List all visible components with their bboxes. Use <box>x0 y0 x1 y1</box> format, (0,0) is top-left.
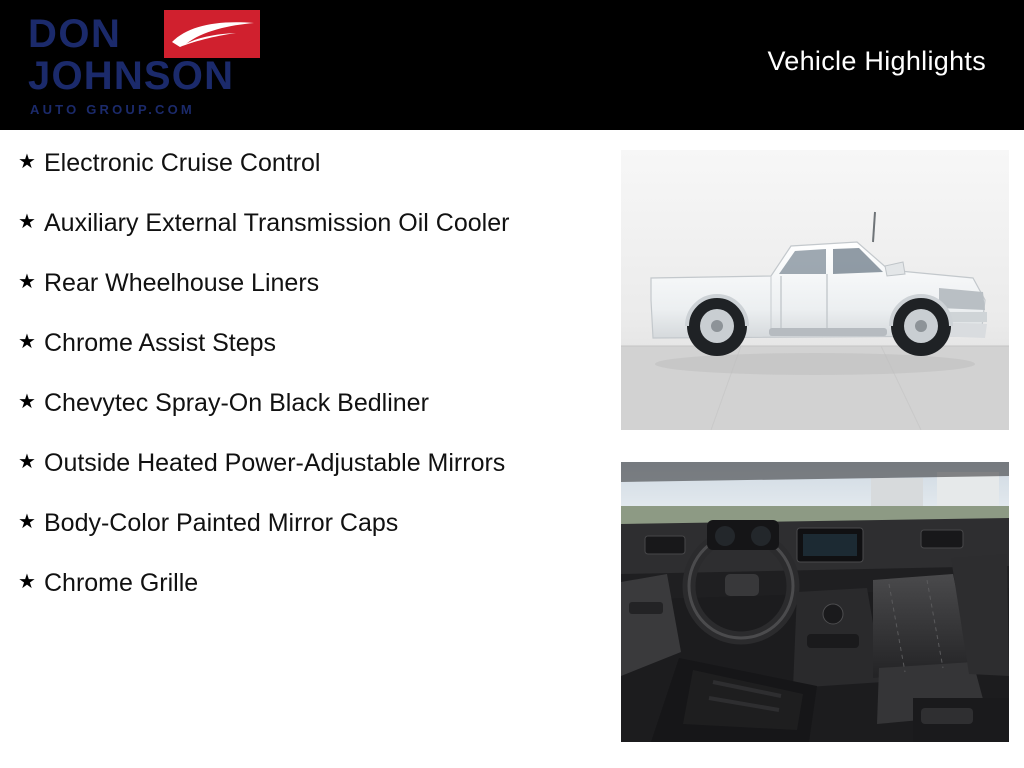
star-icon: ★ <box>18 271 36 293</box>
list-item <box>10 326 590 360</box>
star-icon: ★ <box>18 391 36 413</box>
star-icon: ★ <box>18 331 36 353</box>
logo-tagline: AUTO GROUP.COM <box>30 102 195 117</box>
vehicle-highlights-list <box>10 146 590 626</box>
star-icon: ★ <box>18 511 36 533</box>
list-item-label: Auxiliary External Transmission Oil Cooler <box>44 209 510 237</box>
list-item-label: Body-Color Painted Mirror Caps <box>44 509 399 537</box>
star-icon: ★ <box>18 151 36 173</box>
list-item-label: Chrome Grille <box>44 569 199 597</box>
list-item <box>10 146 590 180</box>
list-item <box>10 566 590 600</box>
truck-interior-illustration <box>621 462 1009 742</box>
list-item-label: Rear Wheelhouse Liners <box>44 269 320 297</box>
logo-line-2: JOHNSON <box>28 54 235 98</box>
logo-line-1: DON <box>28 12 122 56</box>
list-item <box>10 386 590 420</box>
list-item-label: Chevytec Spray-On Black Bedliner <box>44 389 429 417</box>
logo-swoosh-icon <box>170 20 256 48</box>
list-item <box>10 206 590 240</box>
list-item <box>10 446 590 480</box>
truck-exterior-illustration <box>621 150 1009 430</box>
dealer-logo <box>28 8 260 124</box>
list-item-label: Electronic Cruise Control <box>44 149 321 177</box>
star-icon: ★ <box>18 571 36 593</box>
interior-photo <box>621 462 1009 742</box>
page-title: Vehicle Highlights <box>767 46 986 76</box>
list-item <box>10 266 590 300</box>
star-icon: ★ <box>18 211 36 233</box>
list-item-label: Outside Heated Power-Adjustable Mirrors <box>44 449 506 477</box>
star-icon: ★ <box>18 451 36 473</box>
list-item <box>10 506 590 540</box>
exterior-photo <box>621 150 1009 430</box>
list-item-label: Chrome Assist Steps <box>44 329 277 357</box>
